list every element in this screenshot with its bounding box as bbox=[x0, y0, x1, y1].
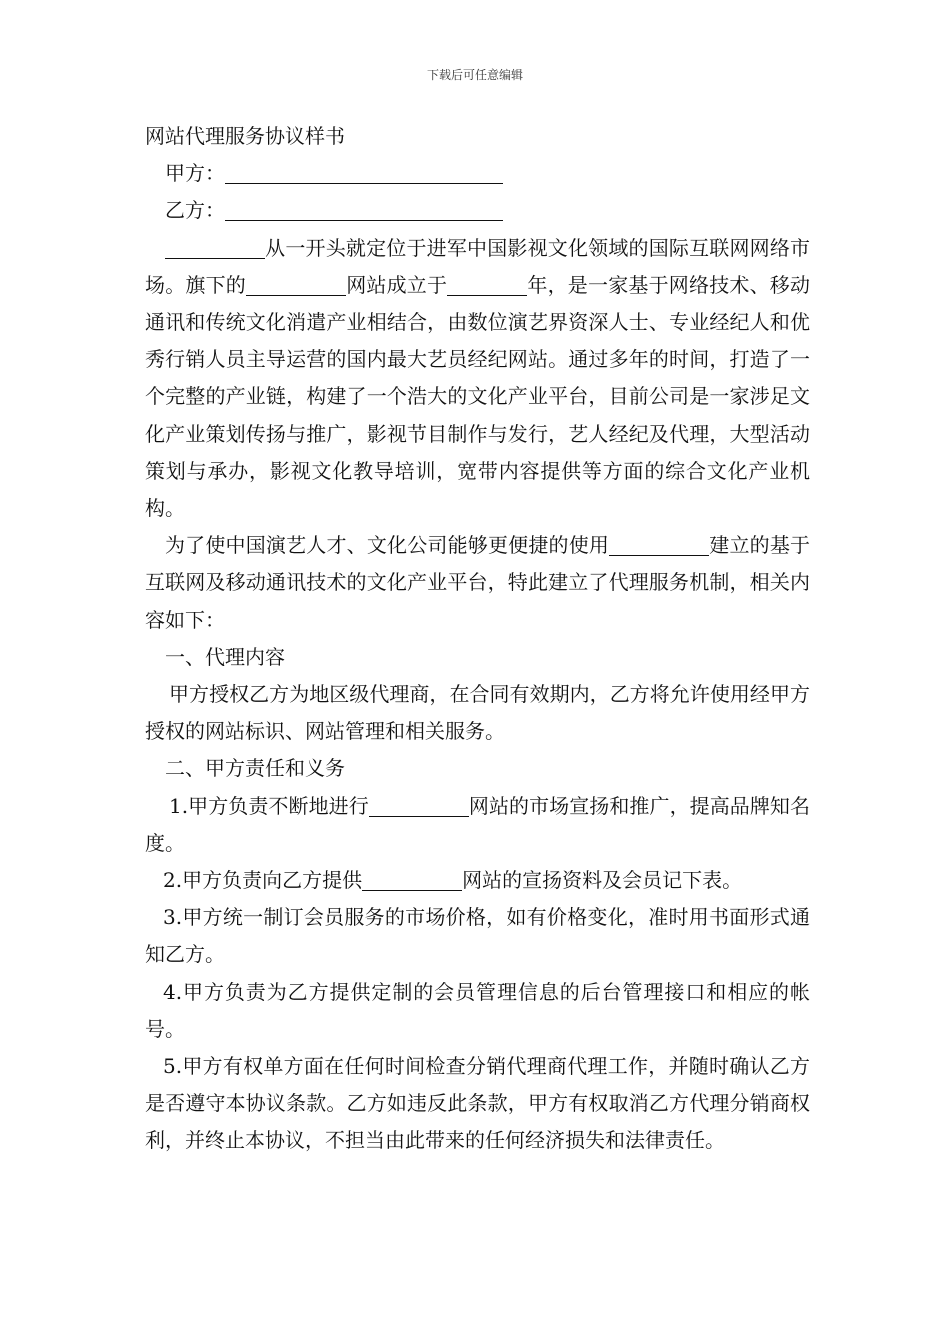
section-1-body: 甲方授权乙方为地区级代理商，在合同有效期内，乙方将允许使用经甲方授权的网站标识、网站管理和相关服务。 bbox=[145, 682, 810, 744]
document-title: 网站代理服务协议样书 bbox=[145, 124, 345, 148]
party-b-blank[interactable] bbox=[225, 194, 503, 221]
party-b-line bbox=[145, 192, 810, 229]
item-3: 3.甲方统一制订会员服务的市场价格，如有价格变化，准时用书面形式通知乙方。 bbox=[145, 905, 810, 967]
intro-text-1: 从一开头就定位于进军中国影视文化领域的国际互联网网络市场。旗下的 bbox=[145, 235, 810, 297]
item-1-text-2: 网站的市场宣扬和推广，提高品牌知名度。 bbox=[145, 793, 810, 855]
intro-text-2: 网站成立于 bbox=[346, 272, 448, 297]
item-1 bbox=[145, 788, 810, 862]
section-1-heading: 一、代理内容 bbox=[165, 644, 285, 669]
year-blank[interactable] bbox=[447, 269, 527, 296]
item-2-text-2: 网站的宣扬资料及会员记下表。 bbox=[462, 868, 743, 893]
platform-name-blank[interactable] bbox=[609, 529, 709, 556]
site-name-blank[interactable] bbox=[246, 269, 346, 296]
company-name-blank[interactable] bbox=[165, 232, 265, 259]
section-2-heading: 二、甲方责任和义务 bbox=[165, 756, 345, 781]
item-4: 4.甲方负责为乙方提供定制的会员管理信息的后台管理接口和相应的帐号。 bbox=[145, 979, 810, 1041]
item-5: 5.甲方有权单方面在任何时间检查分销代理商代理工作，并随时确认乙方是否遵守本协议条款。乙方如违反此条款，甲方有权取消乙方代理分销商权利，并终止本协议，不担当由此带来的任何经济损失和法律责任。 bbox=[145, 1054, 810, 1153]
purpose-text-1: 为了使中国演艺人才、文化公司能够更便捷的使用 bbox=[165, 533, 610, 558]
purpose-text-2: 建立的基于互联网及移动通讯技术的文化产业平台，特此建立了代理服务机制，相关内容如下： bbox=[145, 533, 811, 632]
item-2 bbox=[145, 862, 810, 899]
intro-text-3: 年，是一家基于网络技术、移动通讯和传统文化消遣产业相结合，由数位演艺界资深人士、专业经纪人和优秀行销人员主导运营的国内最大艺员经纪网站。通过多年的时间，打造了一个完整的产业链，构建了一个浩大的文化产业平台，目前公司是一家涉足文化产业策划传扬与推广，影视节目制作与发行，艺人经纪及代理，大型活动策划与承办，影视文化教导培训，宽带内容提供等方面的综合文化产业机构。 bbox=[145, 272, 811, 521]
intro-paragraph bbox=[145, 230, 810, 528]
item-2-text-1: 2.甲方负责向乙方提供 bbox=[163, 868, 363, 893]
party-a-label: 甲方： bbox=[165, 161, 225, 186]
page-header: 下载后可任意编辑 bbox=[426, 68, 523, 82]
party-b-label: 乙方： bbox=[165, 198, 225, 223]
purpose-paragraph bbox=[145, 527, 810, 639]
party-a-blank[interactable] bbox=[225, 157, 503, 184]
item-2-blank[interactable] bbox=[362, 864, 462, 891]
party-a-line bbox=[145, 155, 810, 192]
item-1-text-1: 1.甲方负责不断地进行 bbox=[169, 793, 369, 818]
item-1-blank[interactable] bbox=[369, 790, 469, 817]
document-body bbox=[145, 118, 810, 1160]
